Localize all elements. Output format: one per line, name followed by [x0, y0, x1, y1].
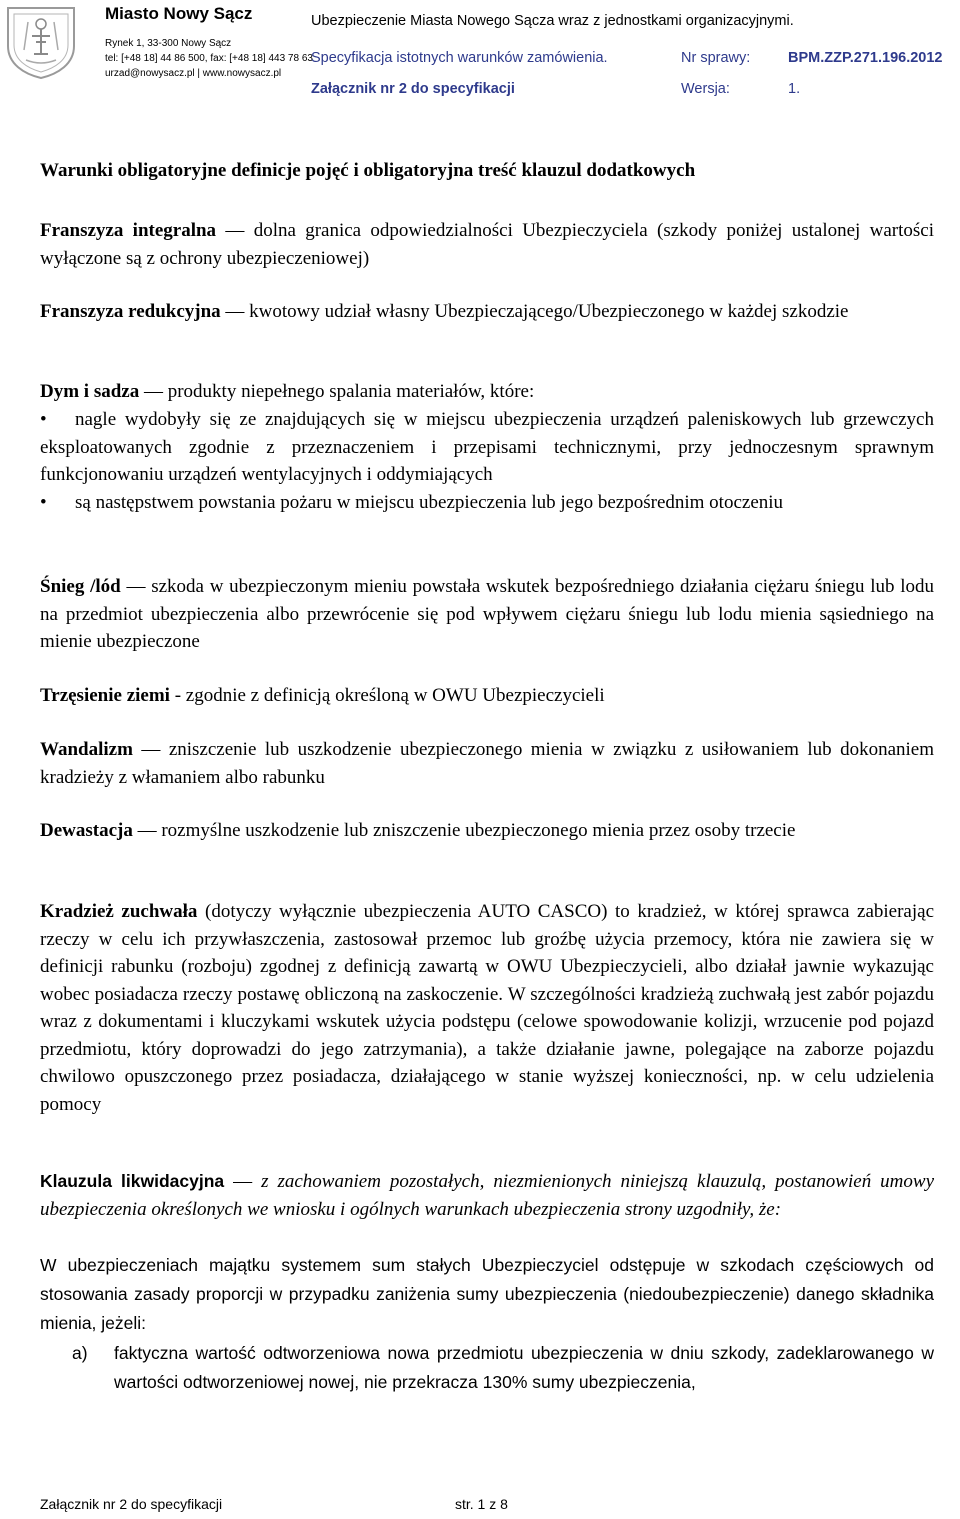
header-version-label: Wersja: — [681, 81, 730, 97]
header-document-title: Ubezpieczenie Miasta Nowego Sącza wraz z jednostkami organizacyjnymi. — [311, 13, 794, 29]
city-crest-icon — [4, 2, 78, 80]
clause-intro-text: z zachowaniem pozostałych, niezmienionych niniejszą klauzulą, postanowień umowy ubezpieczenia określonych we wniosku i ogólnych warunkach ubezpieczenia strony uzgodniły, że: — [40, 1171, 934, 1220]
term-label: Wandalizm — [40, 739, 133, 760]
definition-text: dolna granica odpowiedzialności Ubezpieczyciela (szkody poniżej ustalonej wartości wyłączone są z ochrony ubezpieczeniowej) — [40, 220, 934, 269]
list-item-text: nagle wydobyły się ze znajdujących się w miejscu ubezpieczenia urządzeń paleniskowych lub grzewczych eksploatowanych zgodnie z przeznaczeniem i przepisami technicznymi, przy jednoczesnym sprawnym funkcjonowaniu urządzeń wentylacyjnych i oddymiających — [40, 409, 934, 485]
definition-text: szkoda w ubezpieczonym mieniu powstała wskutek bezpośredniego działania ciężaru śniegu lub lodu na przedmiot ubezpieczenia albo przewrócenie się pod wpływem ciężaru śniegu lub lodu mienia sąsiedniego na mienie ubezpieczone — [40, 576, 934, 652]
list-item — [72, 1339, 934, 1397]
footer-page-number: str. 1 z 8 — [455, 1496, 508, 1512]
klauzula-likwidacyjna-text: W ubezpieczeniach majątku systemem sum stałych Ubezpieczyciel odstępuje w szkodach częściowych od stosowania zasady proporcji w przypadku zaniżenia sumy ubezpieczenia (niedoubezpieczenie) danego składnika mienia, jeżeli: — [40, 1255, 934, 1333]
list-item-text: są następstwem powstania pożaru w miejscu ubezpieczenia lub jego bezpośrednim otoczeniu — [75, 491, 784, 513]
definition-text: kwotowy udział własny Ubezpieczającego/Ubezpieczonego w każdej szkodzie — [249, 301, 849, 322]
definition-dewastacja: Dewastacja — rozmyślne uszkodzenie lub zniszczenie ubezpieczonego mienia przez osoby trzecie — [40, 820, 796, 841]
page-title: Warunki obligatoryjne definicje pojęć i obligatoryjna treść klauzul dodatkowych — [40, 160, 696, 181]
organization-web: urzad@nowysacz.pl | www.nowysacz.pl — [105, 68, 282, 79]
header-case-value: BPM.ZZP.271.196.2012 — [788, 50, 943, 66]
definition-text: rozmyślne uszkodzenie lub zniszczenie ubezpieczonego mienia przez osoby trzecie — [161, 820, 796, 841]
term-label: Dym i sadza — [40, 381, 140, 402]
definition-kradziez-zuchwala — [40, 898, 934, 1118]
klauzula-likwidacyjna-intro: Klauzula likwidacyjna — z zachowaniem pozostałych, niezmienionych niniejszą klauzulą, postanowień umowy ubezpieczenia określonych we wniosku i ogólnych warunkach ubezpieczenia strony uzgodniły, że: — [40, 1171, 934, 1220]
definition-franszyza-redukcyjna: Franszyza redukcyjna — kwotowy udział własny Ubezpieczającego/Ubezpieczonego w każdej szkodzie — [40, 301, 849, 322]
dym-bullet-list — [40, 406, 934, 516]
organization-address: Rynek 1, 33-300 Nowy Sącz — [105, 38, 232, 49]
definition-text: produkty niepełnego spalania materiałów, które: — [167, 381, 535, 402]
bullet-icon: • — [40, 491, 47, 513]
definition-trzesienie-ziemi — [40, 682, 934, 710]
header-annex-label: Załącznik nr 2 do specyfikacji — [311, 81, 515, 97]
definition-wandalizm: Wandalizm — zniszczenie lub uszkodzenie ubezpieczonego mienia w związku z usiłowaniem lub dokonaniem kradzieży z włamaniem albo rabunku — [40, 739, 934, 788]
term-label: Dewastacja — [40, 820, 133, 841]
footer-annex-label: Załącznik nr 2 do specyfikacji — [40, 1496, 223, 1512]
term-label: Franszyza redukcyjna — [40, 301, 221, 322]
definition-dym-i-sadza: Dym i sadza — produkty niepełnego spalania materiałów, które: — [40, 381, 535, 402]
list-item-marker: a) — [72, 1343, 88, 1363]
definition-snieg-lod: Śnieg /lód — szkoda w ubezpieczonym mieniu powstała wskutek bezpośredniego działania ciężaru śniegu lub lodu na przedmiot ubezpieczenia albo przewrócenie się pod wpływem ciężaru śniegu lub lodu mienia sąsiedniego na mienie ubezpieczone — [40, 576, 934, 652]
header-spec-label: Specyfikacja istotnych warunków zamówienia. — [311, 50, 608, 66]
term-label: Franszyza integralna — [40, 220, 217, 241]
klauzula-condition-list — [72, 1339, 934, 1397]
term-label: Trzęsienie ziemi — [40, 685, 170, 706]
list-item — [40, 489, 934, 517]
definition-text: zniszczenie lub uszkodzenie ubezpieczonego mienia w związku z usiłowaniem lub dokonaniem kradzieży z włamaniem albo rabunku — [40, 739, 934, 788]
list-item-text: faktyczna wartość odtworzeniowa nowa przedmiotu ubezpieczenia w dniu szkody, zadeklarowanego w wartości odtworzeniowej nowej, nie przekracza 130% sumy ubezpieczenia, — [114, 1343, 934, 1392]
header-version-value: 1. — [788, 81, 801, 97]
term-label: Śnieg /lód — [40, 576, 121, 597]
header-case-label: Nr sprawy: — [681, 50, 751, 66]
list-item — [40, 406, 934, 489]
term-label: Klauzula likwidacyjna — [40, 1171, 225, 1191]
definition-franszyza-integralna: Franszyza integralna — dolna granica odpowiedzialności Ubezpieczyciela (szkody poniżej ustalonej wartości wyłączone są z ochrony ubezpieczeniowej) — [40, 220, 934, 269]
definition-text: - zgodnie z definicją określoną w OWU Ubezpieczycieli — [174, 685, 605, 706]
term-label: Kradzież zuchwała — [40, 901, 198, 922]
organization-name: Miasto Nowy Sącz — [105, 4, 253, 23]
definition-text: (dotyczy wyłącznie ubezpieczenia AUTO CASCO) to kradzież, w której sprawca zabierając rzeczy w celu ich przywłaszczenia, zastosował przemoc lub groźbę użycia przemocy, która nie zawiera się w definicji rabunku (rozboju) zgodnej z definicją zawartą w OWU Ubezpieczycieli, albo działał jawnie wykazując wobec posiadacza rzeczy postawę obliczoną na zaskoczenie. W szczególności kradzieżą zuchwałą jest zabór pojazdu wraz z dokumentami i kluczykami wskutek użycia podstępu (celowe spowodowanie kolizji, wrzucenie pod pojazd przedmiotu, który doprowadzi do jego zatrzymania), a także działanie jawne, polegające na zaborze pojazdu chwilowo opuszczonego przez posiadacza, działającego w stanie wyższej konieczności, np. w celu udzielenia pomocy — [40, 901, 935, 1115]
bullet-icon: • — [40, 409, 47, 430]
organization-phone: tel: [+48 18] 44 86 500, fax: [+48 18] 443 78 63 — [105, 53, 313, 64]
